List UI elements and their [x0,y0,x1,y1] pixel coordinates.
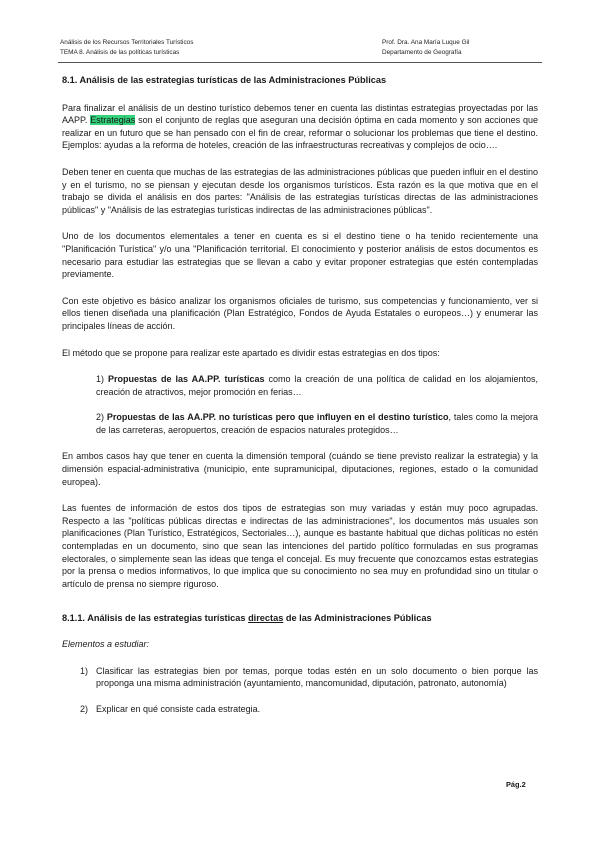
intro-text-start: Para finalizar el análisis de un destino turístico debemos tener en cuenta las distintas estrategias proyectadas por las AAPP. [62,102,538,126]
list-item-text: como la creación de una política de calidad en los alojamientos, creación de atractivos, mejor promoción en ferias… [96,374,538,397]
list-item [62,373,538,398]
subsection-title-start: 8.1.1. Análisis de las estrategias turísticas [62,613,249,624]
list-item [62,411,538,436]
header-divider [58,62,542,63]
subsection-title-end: de las Administraciones Públicas [283,613,432,624]
list-item-title: Propuestas de las AA.PP. turísticas [108,374,265,385]
paragraph-intro [62,102,538,152]
list-number: 2) [96,412,105,423]
paragraph-sources: Las fuentes de información de estos dos tipos de estrategias son muy variadas y están muy poco agrupadas. Respecto a las "políticas públicas directas e indirectas de las administraciones", los documentos más usuales son planificaciones (Plan Turístico, Estratégicos, Sectoriales…), aunque es bastante habitual que dichas políticas no estén contempladas en un documento, sino que sean las intenciones del partido político formuladas en sus programas electorales, o simplemente sean las ideas que tenga el concejal. Es muy frecuente que conozcamos estas estrategias por la prensa o medios informativos, lo que implica que su conocimiento no sea muy en profundidad sino un titular o artículo de prensa no siempre riguroso. [62,503,538,589]
header-right [382,38,469,58]
subsection-title [62,612,538,625]
header-professor: Prof. Dra. Ana María Luque Gil [382,39,470,46]
elements-list [62,665,538,716]
paragraph-planning: Uno de los documentos elementales a tener en cuenta es si el destino tiene o ha tenido recientemente una "Planificación Turística" y/o una "Planificación territorial. El conocimiento y posterior análisis de estos documentos es necesario para estudiar las estrategias que se llevan a cabo y evitar proponer estrategias que estén contempladas previamente. [62,231,538,280]
paragraph-administrations: Deben tener en cuenta que muchas de las estrategias de las administraciones públicas que pueden influir en el destino y en el turismo, no se piensan y ejecutan desde los organismos turísticos. Esta razón es la que motiva que en el trabajo se divida el análisis en dos partes: "Análisis de las estrategias turísticas directas de las administraciones públicas" y "Análisis de las estrategias turísticas indirectas de las administraciones públicas". [62,166,538,215]
intro-text-end: son el conjunto de reglas que aseguran una decisión óptima en cada momento y son acciones que realizar en un futuro que se han pensado con el fin de crear, reformar o solucionar los problemas que tiene el destino. Ejemplos: ayudas a la reforma de hoteles, creación de las infraestructuras recreativas y complejos de ocio…. [62,115,539,151]
section-title: 8.1. Análisis de las estrategias turísticas de las Administraciones Públicas [62,75,387,85]
header-topic: TEMA 8. Análisis de las políticas turísticas [60,49,180,56]
list-number: 2) [80,703,89,714]
header-course: Análisis de los Recursos Territoriales Turísticos [60,39,194,46]
strategy-types-list [62,373,538,436]
list-number: 1) [80,665,89,676]
subsection-title-underlined: directas [248,613,284,624]
list-item-text: Explicar en qué consiste cada estrategia. [96,703,261,714]
list-item-text: , tales como la mejora de las carreteras, aeropuertos, creación de espacios naturales protegidos… [96,412,538,435]
list-number: 1) [96,374,105,385]
list-item [62,703,538,716]
header-department: Departamento de Geografía [382,49,462,56]
paragraph-method: El método que se propone para realizar este apartado es dividir estas estrategias en dos tipos: [62,347,440,358]
list-item-title: Propuestas de las AA.PP. no turísticas pero que influyen en el destino turístico [106,412,449,423]
page-number: Pág.2 [506,780,526,789]
list-item-text: Clasificar las estrategias bien por temas, porque todas estén en un solo documento o bien porque las proponga una misma administración (ayuntamiento, mancomunidad, diputación, patronato, autonomía) [96,665,538,689]
header-left [60,38,193,58]
document-body [62,74,538,728]
elements-label: Elementos a estudiar: [62,639,150,649]
paragraph-dimensions: En ambos casos hay que tener en cuenta la dimensión temporal (cuándo se tiene previsto realizar la estrategia) y la dimensión espacial-administrativa (municipio, ente supramunicipal, diputaciones, regiones, estado o la comunidad europea). [62,451,538,487]
list-item [62,665,538,690]
paragraph-objective: Con este objetivo es básico analizar los organismos oficiales de turismo, sus competencias y funcionamiento, ver si ellos tienen diseñada una planificación (Plan Estratégico, Fondos de Ayuda Estatales o europeos…) y enumerar las principales líneas de acción. [62,295,538,331]
highlighted-term: Estrategias [90,115,136,126]
